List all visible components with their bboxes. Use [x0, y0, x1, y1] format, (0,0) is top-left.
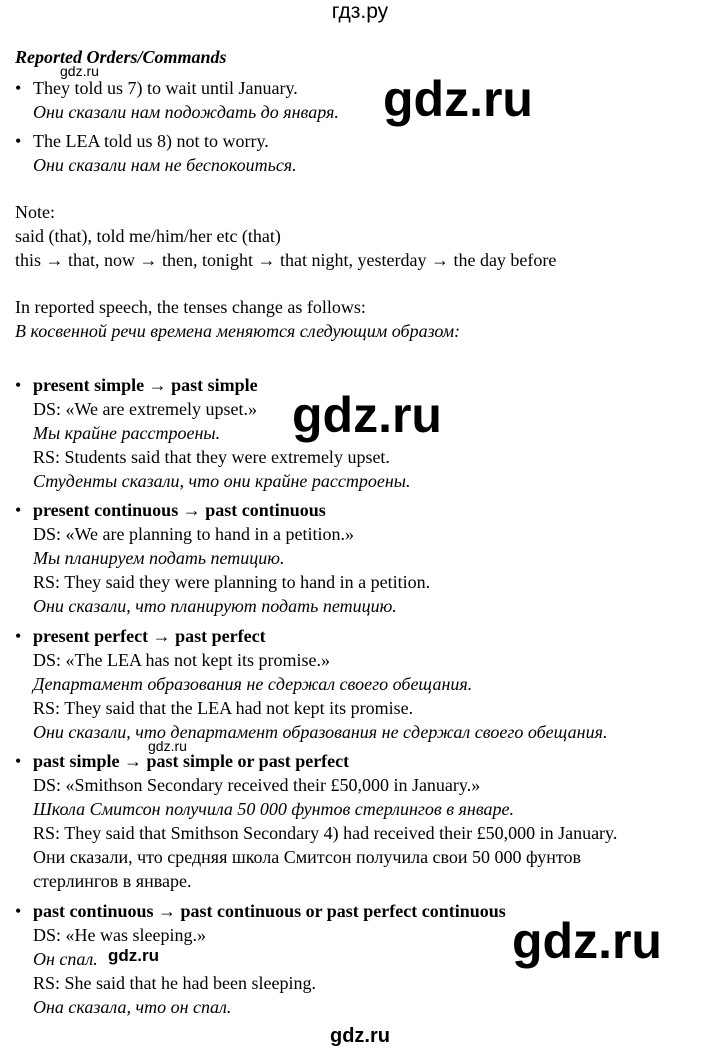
- tense-1-ds: DS: «We are extremely upset.»: [33, 399, 257, 419]
- tense-4-ds: DS: «Smithson Secondary received their £50,000 in January.»: [33, 775, 481, 795]
- note-line-2: this → that, now → then, tonight → that night, yesterday → the day before: [15, 250, 557, 270]
- watermark-large: gdz.ru: [292, 387, 442, 443]
- tense-1-heading: present simple → past simple: [33, 375, 258, 395]
- tense-5-ds-ru: Он спал.: [33, 949, 98, 969]
- bullet: •: [15, 78, 22, 98]
- order-1-ru: Они сказали нам подождать до января.: [33, 102, 339, 122]
- tense-2-rs-ru: Они сказали, что планируют подать петицию.: [33, 596, 397, 616]
- tenses-intro-en: In reported speech, the tenses change as follows:: [15, 297, 366, 317]
- order-2-en: The LEA told us 8) not to worry.: [33, 131, 269, 151]
- tense-3-rs: RS: They said that the LEA had not kept its promise.: [33, 698, 414, 718]
- tense-1-ds-ru: Мы крайне расстроены.: [33, 423, 221, 443]
- note-label: Note:: [15, 202, 55, 222]
- tense-3-ds: DS: «The LEA has not kept its promise.»: [33, 650, 330, 670]
- watermark-small: gdz.ru: [108, 946, 159, 965]
- watermark-large: gdz.ru: [512, 913, 662, 969]
- tense-2-ds-ru: Мы планируем подать петицию.: [33, 548, 285, 568]
- bullet: •: [15, 500, 22, 520]
- tense-3-ds-ru: Департамент образования не сдержал своего обещания.: [33, 674, 473, 694]
- tense-4-rs-ru-line-2: стерлингов в январе.: [33, 871, 192, 891]
- bullet: •: [15, 375, 22, 395]
- tense-4-ds-ru: Школа Смитсон получила 50 000 фунтов стерлингов в январе.: [33, 799, 515, 819]
- watermark-small: gdz.ru: [60, 63, 99, 79]
- tense-4-heading: past simple → past simple or past perfect: [33, 751, 350, 771]
- tense-5-heading: past continuous → past continuous or past perfect continuous: [33, 901, 506, 921]
- bullet: •: [15, 901, 22, 921]
- site-footer: gdz.ru: [330, 1025, 390, 1047]
- tense-2-ds: DS: «We are planning to hand in a petition.»: [33, 524, 354, 544]
- watermark-large: gdz.ru: [383, 71, 533, 127]
- tenses-intro-ru: В косвенной речи времена меняются следующим образом:: [15, 321, 461, 341]
- tense-2-rs: RS: They said they were planning to hand in a petition.: [33, 572, 431, 592]
- tense-5-ds: DS: «He was sleeping.»: [33, 925, 206, 945]
- bullet: •: [15, 626, 22, 646]
- tense-4-rs-ru-line-1: Они сказали, что средняя школа Смитсон получила свои 50 000 фунтов: [33, 847, 582, 867]
- order-1-en: They told us 7) to wait until January.: [33, 78, 298, 98]
- tense-5-rs: RS: She said that he had been sleeping.: [33, 973, 316, 993]
- tense-4-rs: RS: They said that Smithson Secondary 4) had received their £50,000 in January.: [33, 823, 618, 843]
- tense-5-rs-ru: Она сказала, что он спал.: [33, 997, 232, 1017]
- watermark-small: gdz.ru: [148, 738, 187, 754]
- note-line-1: said (that), told me/him/her etc (that): [15, 226, 281, 246]
- tense-2-heading: present continuous → past continuous: [33, 500, 326, 520]
- order-2-ru: Они сказали нам не беспокоиться.: [33, 155, 297, 175]
- bullet: •: [15, 131, 22, 151]
- section-title: Reported Orders/Commands: [15, 47, 227, 67]
- bullet: •: [15, 751, 22, 771]
- tense-1-rs-ru: Студенты сказали, что они крайне расстроены.: [33, 471, 411, 491]
- site-header: гдз.ру: [331, 0, 389, 23]
- tense-3-heading: present perfect → past perfect: [33, 626, 266, 646]
- tense-3-rs-ru: Они сказали, что департамент образования не сдержал своего обещания.: [33, 722, 608, 742]
- tense-1-rs: RS: Students said that they were extremely upset.: [33, 447, 390, 467]
